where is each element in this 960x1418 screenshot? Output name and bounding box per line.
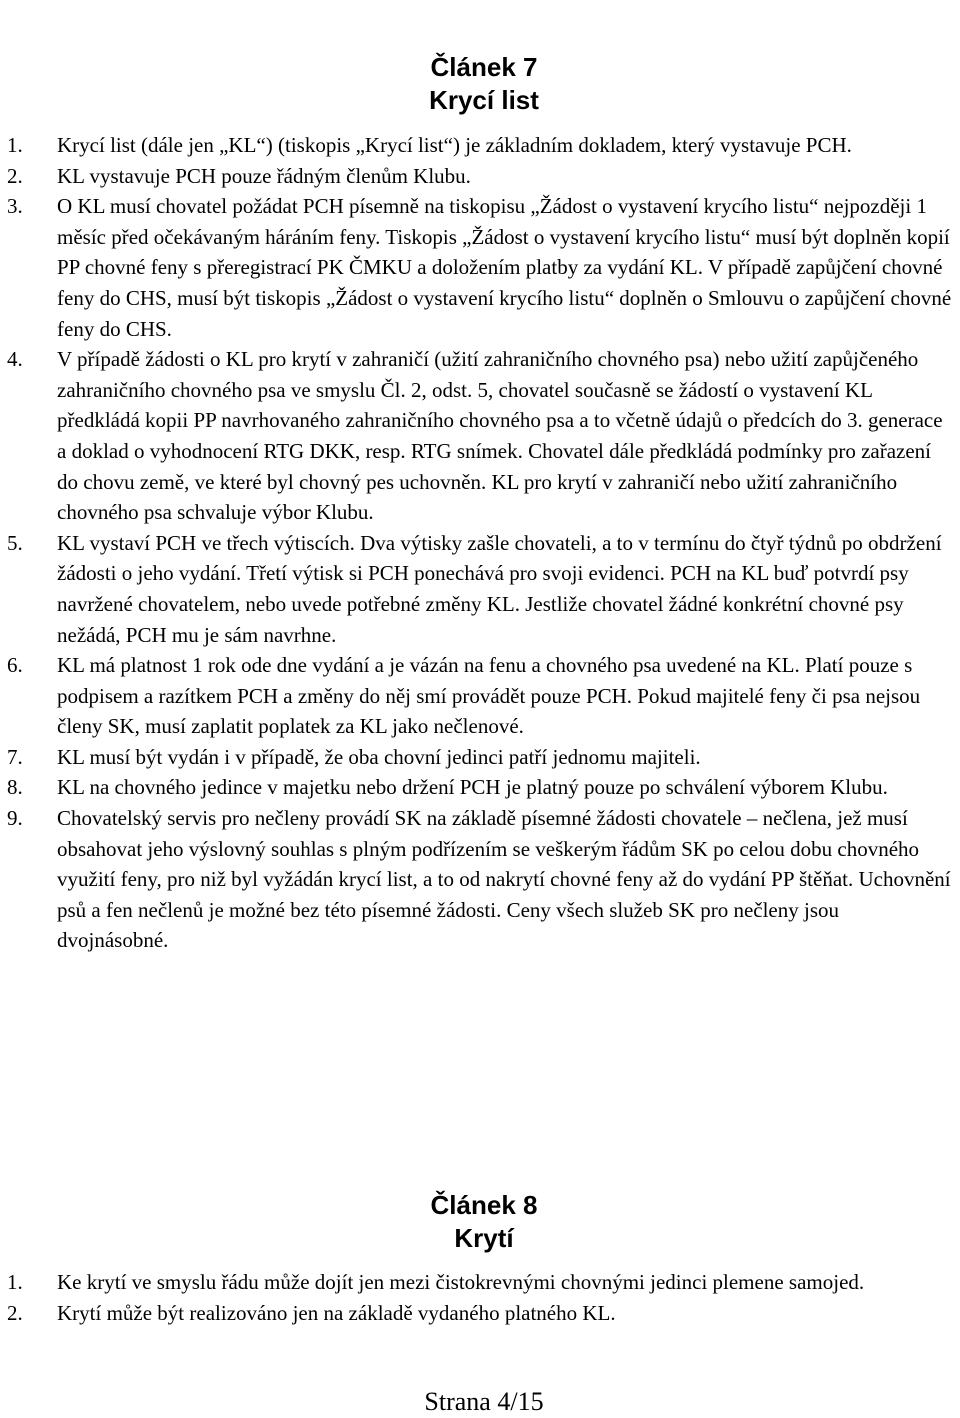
article-7-list xyxy=(0,130,960,956)
item-text: KL má platnost 1 rok ode dne vydání a je vázán na fenu a chovného psa uvedené na KL. Platí pouze s podpisem a razítkem PCH a změny do něj smí provádět pouze PCH. Pokud majitelé feny či psa nejsou členy SK, musí zaplatit poplatek za KL jako nečlenové. xyxy=(57,653,921,739)
item-number: 1. xyxy=(7,1270,23,1294)
list-item xyxy=(0,772,960,803)
article-8-header xyxy=(0,1189,960,1255)
item-number: 9. xyxy=(7,806,23,831)
item-number: 3. xyxy=(7,194,23,219)
item-text: O KL musí chovatel požádat PCH písemně na tiskopisu „Žádost o vystavení krycího listu“ nejpozději 1 měsíc před očekávaným háráním feny. Tiskopis „Žádost o vystavení krycího listu“ musí být doplněn kopií PP chovné feny s přeregistrací PK ČMKU a doložením platby za vydání KL. V případě zapůjčení chovné feny do CHS, musí být tiskopis „Žádost o vystavení krycího listu“ doplněn o Smlouvu o zapůjčení chovné feny do CHS. xyxy=(57,194,952,341)
list-item xyxy=(0,528,960,650)
list-item xyxy=(0,803,960,956)
item-text: Krytí může být realizováno jen na základě vydaného platného KL. xyxy=(57,1300,616,1325)
item-text: Krycí list (dále jen „KL“) (tiskopis „Krycí list“) je základním dokladem, který vystavuje PCH. xyxy=(57,133,852,157)
list-item xyxy=(0,1298,960,1329)
article-7-number: Článek 7 xyxy=(430,52,538,82)
list-item xyxy=(0,191,960,344)
item-text: KL vystavuje PCH pouze řádným členům Klubu. xyxy=(57,163,471,188)
item-number: 4. xyxy=(7,347,23,372)
item-number: 2. xyxy=(7,163,23,188)
list-item xyxy=(0,742,960,773)
item-text: Ke krytí ve smyslu řádu může dojít jen mezi čistokrevnými chovnými jedinci plemene samojed. xyxy=(57,1270,865,1294)
item-number: 5. xyxy=(7,530,23,555)
item-number: 7. xyxy=(7,744,23,769)
article-7-title: Krycí list xyxy=(429,85,539,115)
page-number: Strana 4/15 xyxy=(424,1387,544,1416)
item-number: 6. xyxy=(7,653,23,678)
item-text: V případě žádosti o KL pro krytí v zahraničí (užití zahraničního chovného psa) nebo užití zapůjčeného zahraničního chovného psa ve smyslu Čl. 2, odst. 5, chovatel současně se žádostí o vystavení KL předkládá kopii PP navrhovaného zahraničního chovného psa a to včetně údajů o předcích do 3. generace a doklad o vyhodnocení RTG DKK, resp. RTG snímek. Chovatel dále předkládá podmínky pro zařazení do chovu země, ve které byl chovný pes uchovněn. KL pro krytí v zahraničí nebo užití zahraničního chovného psa schvaluje výbor Klubu. xyxy=(57,347,943,525)
article-8-number: Článek 8 xyxy=(430,1190,538,1220)
article-8-title: Krytí xyxy=(454,1223,514,1253)
item-number: 2. xyxy=(7,1300,23,1325)
list-item xyxy=(0,344,960,528)
list-item xyxy=(0,161,960,192)
item-number: 1. xyxy=(7,133,23,157)
item-text: KL vystaví PCH ve třech výtiscích. Dva výtisky zašle chovateli, a to v termínu do čtyř týdnů po obdržení žádosti o jeho vydání. Třetí výtisk si PCH ponechává pro svoji evidenci. PCH na KL buď potvrdí psy navržené chovatelem, nebo uvede potřebné změny KL. Jestliže chovatel žádné konkrétní chovné psy nežádá, PCH mu je sám navrhne. xyxy=(57,530,942,647)
article-7-header xyxy=(0,51,960,117)
list-item xyxy=(0,650,960,742)
item-text: KL na chovného jedince v majetku nebo držení PCH je platný pouze po schválení výborem Klubu. xyxy=(57,775,888,800)
article-8-list xyxy=(0,1267,960,1328)
list-item xyxy=(0,1267,960,1298)
item-text: Chovatelský servis pro nečleny provádí SK na základě písemné žádosti chovatele – nečlena, jež musí obsahovat jeho výslovný souhlas s plným podřízením se veškerým řádům SK po celou dobu chovného využití feny, pro niž byl vyžádán krycí list, a to od nakrytí chovné feny až do vydání PP štěňat. Uchovnění psů a fen nečlenů je možné bez této písemné žádosti. Ceny všech služeb SK pro nečleny jsou dvojnásobné. xyxy=(57,806,951,953)
list-item xyxy=(0,130,960,161)
item-number: 8. xyxy=(7,775,23,800)
item-text: KL musí být vydán i v případě, že oba chovní jedinci patří jednomu majiteli. xyxy=(57,744,701,769)
